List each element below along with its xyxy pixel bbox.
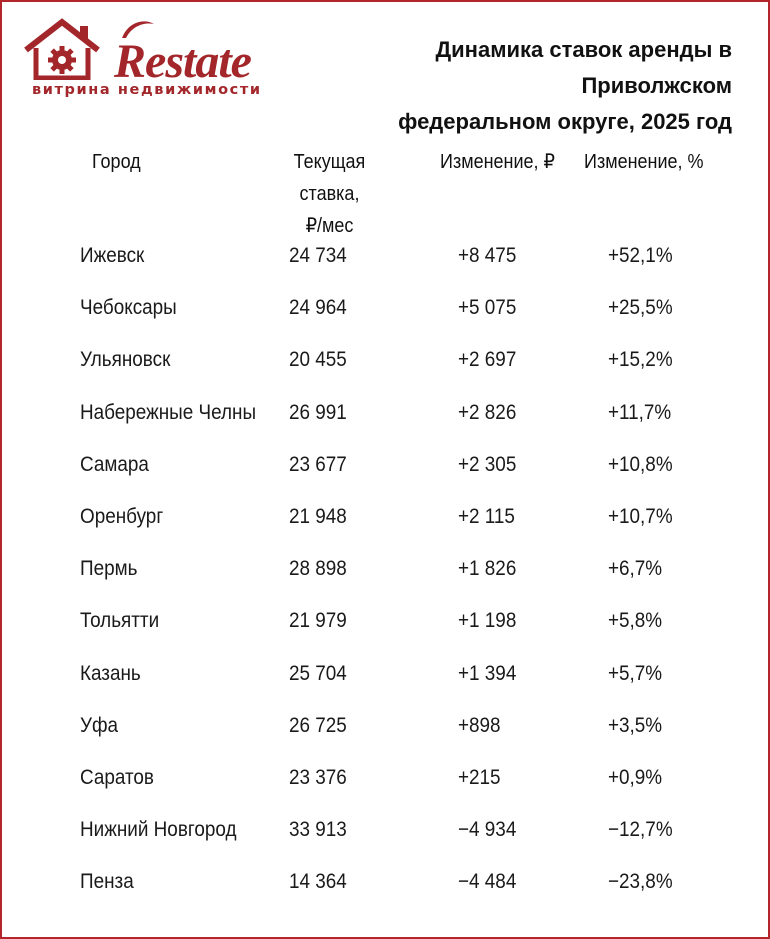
chart-title (302, 32, 732, 140)
cell-change-rub: +1 198 (458, 609, 517, 633)
cell-change-pct: +5,7% (608, 661, 663, 685)
cell-rate: 33 913 (289, 818, 347, 842)
cell-city: Ижевск (80, 244, 145, 267)
cell-change-rub: −4 934 (458, 818, 517, 842)
cell-change-rub: +898 (458, 713, 501, 737)
cell-rate: 14 364 (289, 870, 347, 894)
cell-change-rub: +215 (458, 765, 501, 789)
house-gear-icon (22, 16, 114, 80)
cell-rate: 26 991 (289, 400, 347, 424)
title-line-2: федеральном округе, 2025 год (398, 109, 732, 134)
cell-rate: 21 948 (289, 504, 347, 528)
cell-change-pct: +3,5% (608, 713, 663, 737)
cell-city: Чебоксары (80, 296, 177, 320)
cell-change-rub: +2 826 (458, 400, 517, 424)
table-row (0, 549, 770, 601)
table-row (0, 340, 770, 392)
brand-name: Restate (114, 35, 251, 88)
cell-change-rub: +1 394 (458, 661, 517, 685)
cell-change-pct: +15,2% (608, 348, 673, 372)
restate-logo (22, 16, 262, 106)
cell-change-pct: +25,5% (608, 296, 673, 320)
cell-change-rub: +2 305 (458, 452, 517, 476)
cell-change-rub: +1 826 (458, 557, 517, 581)
cell-city: Тольятти (80, 609, 160, 633)
cell-city: Уфа (80, 713, 119, 737)
cell-rate: 26 725 (289, 713, 347, 737)
table-row (0, 445, 770, 497)
cell-city: Пенза (80, 870, 134, 894)
cell-change-pct: +0,9% (608, 765, 663, 789)
cell-city: Набережные Челны (80, 400, 257, 424)
cell-change-pct: +6,7% (608, 557, 663, 581)
cell-city: Ульяновск (80, 348, 171, 372)
cell-rate: 23 677 (289, 452, 347, 476)
cell-city: Оренбург (80, 504, 164, 528)
table-row (0, 393, 770, 445)
table-row (0, 497, 770, 549)
header-rate-line-1: Текущая ставка, (293, 151, 366, 205)
table-row (0, 706, 770, 758)
header-change-rub: Изменение, ₽ (440, 151, 555, 173)
header-rate (262, 146, 397, 242)
brand-tagline: витрина недвижимости (32, 82, 262, 98)
table-row (0, 654, 770, 706)
cell-change-pct: +52,1% (608, 244, 673, 267)
cell-rate: 24 964 (289, 296, 347, 320)
cell-change-pct: −23,8% (608, 870, 673, 894)
cell-change-rub: +5 075 (458, 296, 517, 320)
cell-change-pct: +10,7% (608, 504, 673, 528)
cell-rate: 20 455 (289, 348, 347, 372)
table-row (0, 288, 770, 340)
cell-rate: 23 376 (289, 765, 347, 789)
cell-change-pct: +5,8% (608, 609, 663, 633)
cell-change-pct: +10,8% (608, 452, 673, 476)
cell-rate: 25 704 (289, 661, 347, 685)
table-row (0, 862, 770, 914)
header-city: Город (92, 151, 141, 173)
cell-city: Нижний Новгород (80, 818, 237, 842)
cell-city: Саратов (80, 765, 154, 789)
cell-rate: 24 734 (289, 244, 347, 267)
table-body (0, 236, 770, 914)
header-rate-line-2: ₽/мес (305, 215, 354, 237)
title-line-1: Динамика ставок аренды в Приволжском (435, 37, 732, 98)
cell-change-pct: +11,7% (608, 400, 672, 424)
cell-change-rub: −4 484 (458, 870, 517, 894)
cell-rate: 28 898 (289, 557, 347, 581)
cell-change-rub: +2 115 (458, 504, 515, 528)
table-row (0, 601, 770, 653)
header-change-pct: Изменение, % (584, 151, 704, 173)
cell-city: Казань (80, 661, 141, 685)
table-row (0, 236, 770, 288)
cell-rate: 21 979 (289, 609, 347, 633)
cell-city: Пермь (80, 557, 138, 581)
table-row (0, 810, 770, 862)
cell-change-pct: −12,7% (608, 818, 673, 842)
cell-city: Самара (80, 452, 149, 476)
cell-change-rub: +8 475 (458, 244, 517, 267)
cell-change-rub: +2 697 (458, 348, 517, 372)
table-row (0, 758, 770, 810)
